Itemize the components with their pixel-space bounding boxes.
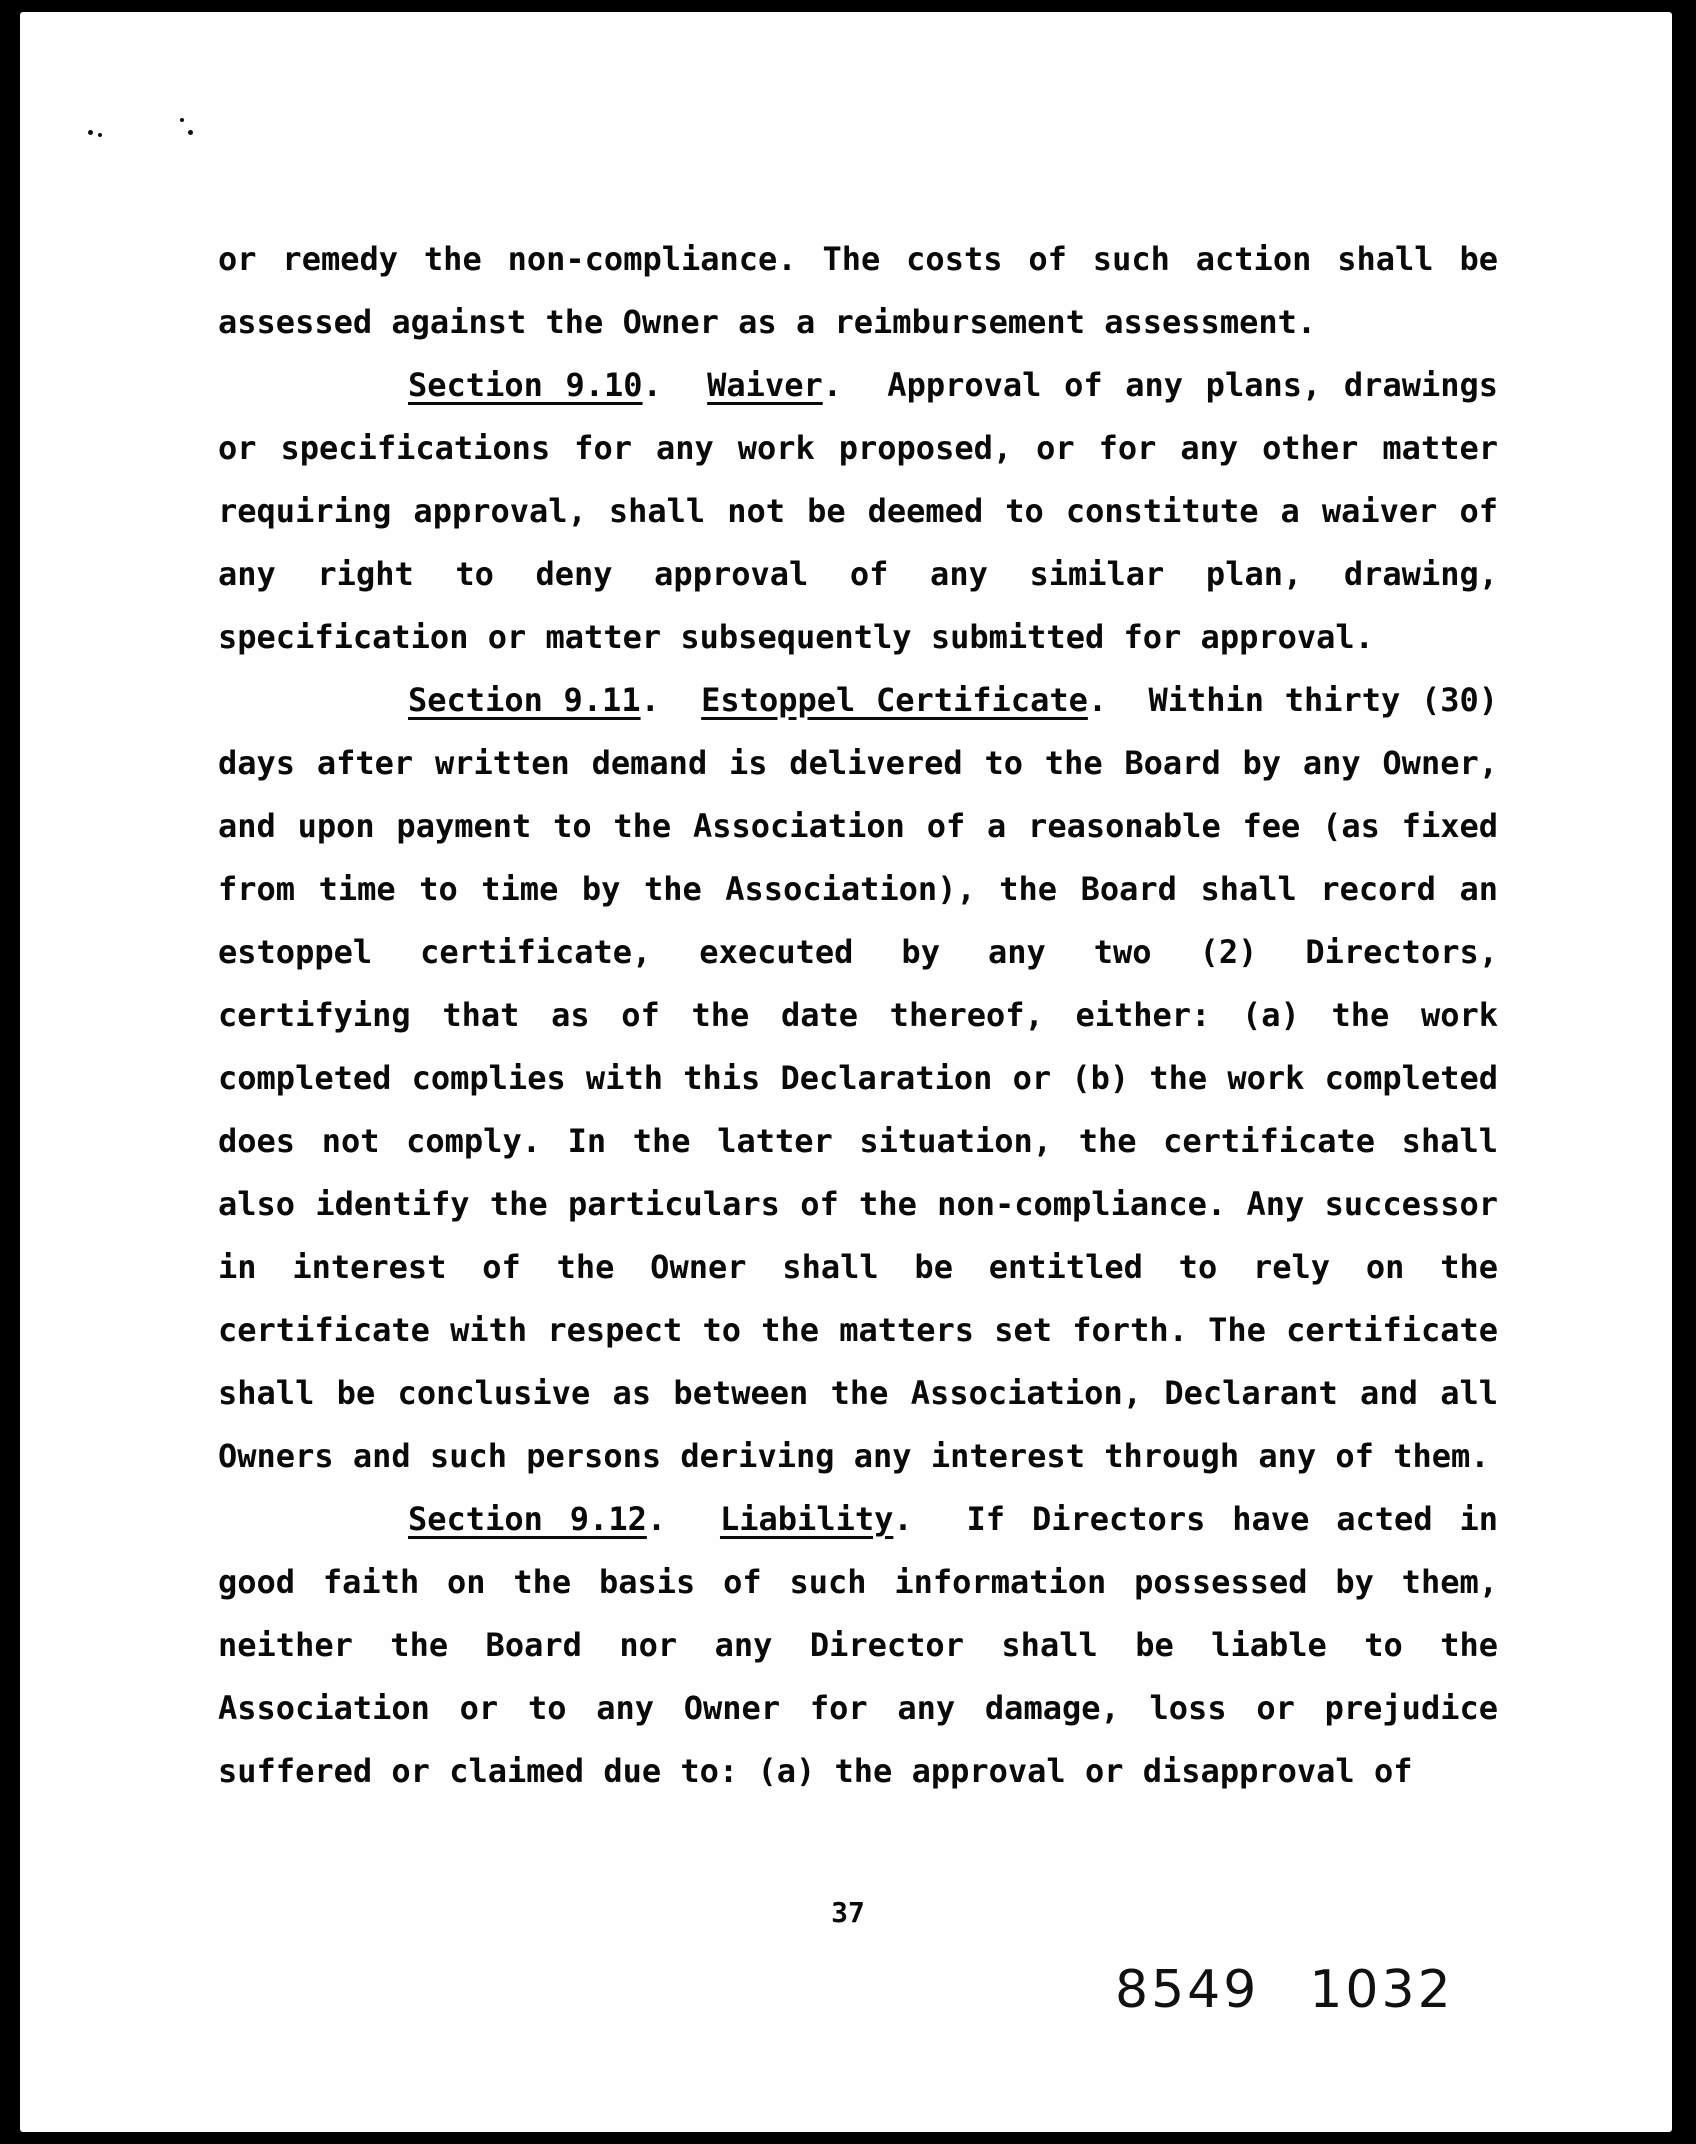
section-9-10-paragraph: Section 9.10. Waiver. Approval of any plans, drawings or specifications for any work proposed, or for any other matter requiring approval, shall not be deemed to constitute a waiver of any right to deny approval of any similar plan, drawing, specification or matter subsequently submitted for approval. [218, 366, 1499, 656]
section-heading: Waiver [707, 366, 823, 404]
intro-paragraph: or remedy the non-compliance. The costs of such action shall be assessed against the Owner as a reimbursement assessment. [218, 240, 1498, 341]
scan-speck [98, 133, 102, 137]
section-9-11-paragraph: Section 9.11. Estoppel Certificate. Within thirty (30) days after written demand is delivered to the Board by any Owner, and upon payment to the Association of a reasonable fee (as fixed from time to time by the Association), the Board shall record an estoppel certificate, executed by any two (2) Directors, certifying that as of the date thereof, either: (a) the work completed complies with this Declaration or (b) the work completed does not comply. In the latter situation, the certificate shall also identify the particulars of the non-compliance. Any successor in interest of the Owner shall be entitled to rely on the certificate with respect to the matters set forth. The certificate shall be conclusive as between the Association, Declarant and all Owners and such persons deriving any interest through any of them. [218, 681, 1498, 1475]
section-body: Approval of any plans, drawings or specifications for any work proposed, or for any other matter requiring approval, shall not be deemed to constitute a waiver of any right to deny approval of any similar plan, drawing, specification or matter subsequently submitted for approval. [218, 366, 1499, 656]
scan-speck [180, 118, 184, 122]
section-number: Section 9.11 [408, 681, 641, 719]
document-body [218, 228, 1498, 1803]
section-heading: Liability [719, 1500, 894, 1538]
section-number: Section 9.10 [408, 366, 643, 404]
section-body: If Directors have acted in good faith on the basis of such information possessed by them, neither the Board nor any Director shall be liable to the Association or to any Owner for any damage, loss or prejudice suffered or claimed due to: (a) the approval or disapproval of [218, 1500, 1499, 1790]
scan-speck [88, 130, 93, 135]
stamp-book-number: 8549 [1115, 1960, 1260, 2020]
stamp-page-number: 1032 [1309, 1960, 1454, 2020]
page-number: 37 [831, 1896, 865, 1929]
section-number: Section 9.12 [408, 1500, 647, 1538]
section-body: Within thirty (30) days after written demand is delivered to the Board by any Owner, and upon payment to the Association of a reasonable fee (as fixed from time to time by the Association), the Board shall record an estoppel certificate, executed by any two (2) Directors, certifying that as of the date thereof, either: (a) the work completed complies with this Declaration or (b) the work completed does not comply. In the latter situation, the certificate shall also identify the particulars of the non-compliance. Any successor in interest of the Owner shall be entitled to rely on the certificate with respect to the matters set forth. The certificate shall be conclusive as between the Association, Declarant and all Owners and such persons deriving any interest through any of them. [218, 681, 1498, 1475]
section-9-12-paragraph: Section 9.12. Liability. If Directors have acted in good faith on the basis of such information possessed by them, neither the Board nor any Director shall be liable to the Association or to any Owner for any damage, loss or prejudice suffered or claimed due to: (a) the approval or disapproval of [218, 1500, 1499, 1790]
recording-stamp [1115, 1960, 1454, 2020]
scan-speck [188, 130, 193, 135]
section-heading: Estoppel Certificate [701, 681, 1088, 719]
